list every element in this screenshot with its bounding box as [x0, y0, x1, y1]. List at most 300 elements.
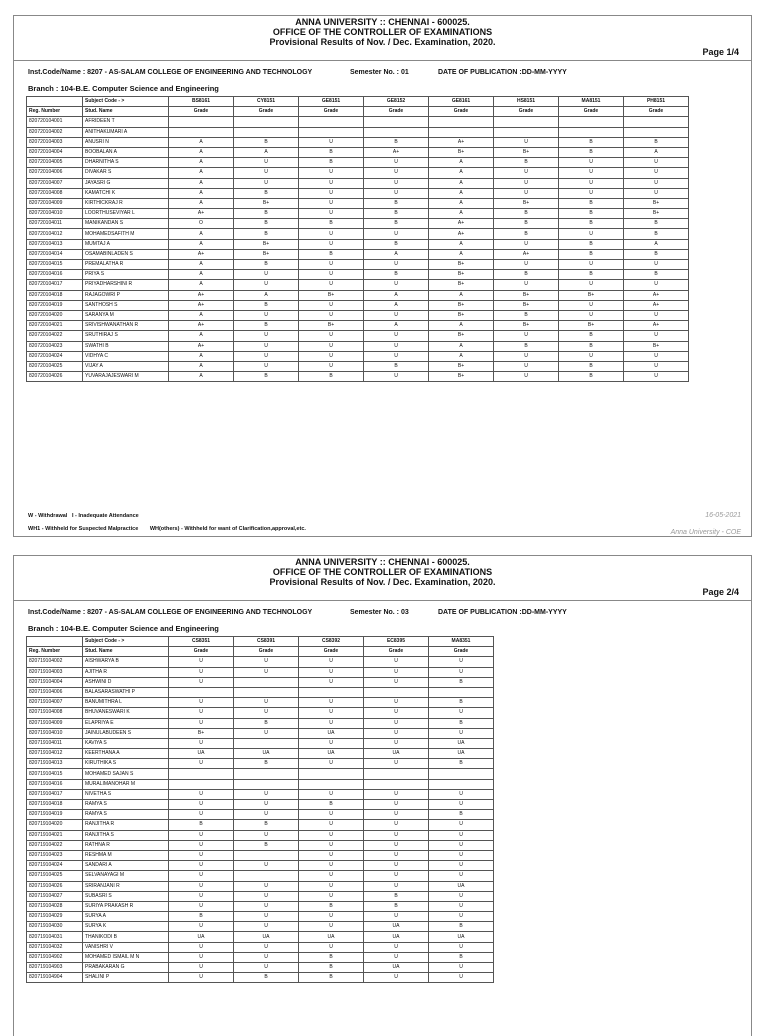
student-name-cell: YUVARAJAJESWARI M — [83, 372, 169, 382]
reg-number-header: Reg. Number — [27, 647, 83, 657]
grade-cell: B — [364, 209, 429, 219]
student-name-cell: ASHWINI D — [83, 677, 169, 687]
reg-number-cell: 820720104026 — [27, 372, 83, 382]
grade-cell: B — [234, 840, 299, 850]
reg-number-cell: 820719104025 — [27, 871, 83, 881]
table-row — [27, 881, 494, 891]
grade-cell: B+ — [234, 249, 299, 259]
grade-cell: U — [299, 830, 364, 840]
student-name-cell: ELAPRIYA E — [83, 718, 169, 728]
reg-number-cell: 820719104022 — [27, 840, 83, 850]
grade-cell — [234, 779, 299, 789]
student-name-cell: RAJAGOWRI P — [83, 290, 169, 300]
student-name-cell: SANTHOSH S — [83, 300, 169, 310]
grade-cell: U — [234, 789, 299, 799]
grade-cell: U — [299, 708, 364, 718]
grade-cell: U — [169, 901, 234, 911]
grade-cell: U — [299, 260, 364, 270]
grade-cell: U — [299, 280, 364, 290]
grade-cell: U — [624, 331, 689, 341]
grade-header: Grade — [494, 107, 559, 117]
reg-number-cell: 820720104019 — [27, 300, 83, 310]
grade-cell: B — [299, 973, 364, 983]
table-row — [27, 341, 689, 351]
grade-cell — [364, 687, 429, 697]
grade-cell: B — [624, 270, 689, 280]
grade-cell: B — [624, 229, 689, 239]
grade-cell: A — [169, 239, 234, 249]
student-name-cell: RAMYA S — [83, 800, 169, 810]
grade-cell: U — [429, 850, 494, 860]
grade-cell: U — [234, 341, 299, 351]
grade-cell — [234, 738, 299, 748]
institution-name: Inst.Code/Name : 8207 - AS-SALAM COLLEGE OF ENGINEERING AND TECHNOLOGY — [28, 609, 313, 616]
grade-header: Grade — [429, 107, 494, 117]
page-header — [14, 16, 751, 61]
grade-cell: U — [429, 963, 494, 973]
reg-number-cell: 820720104011 — [27, 219, 83, 229]
grade-cell: UA — [234, 932, 299, 942]
grade-cell: U — [429, 871, 494, 881]
reg-number-cell: 820720104010 — [27, 209, 83, 219]
grade-cell: U — [559, 310, 624, 320]
semester-number: Semester No. : 01 — [350, 69, 409, 76]
student-name-cell: AJITHA R — [83, 667, 169, 677]
grade-cell: U — [494, 137, 559, 147]
grade-cell: U — [299, 331, 364, 341]
table-row — [27, 769, 494, 779]
legend-whothers: WH(others) - Withheld for want of Clarification,approval,etc. — [149, 526, 306, 532]
grade-cell: UA — [364, 749, 429, 759]
reg-number-cell: 820719104026 — [27, 881, 83, 891]
student-name-cell: OSAMABINLADEN S — [83, 249, 169, 259]
grade-cell: B — [624, 137, 689, 147]
student-name-cell: ANITHAKUMARI A — [83, 127, 169, 137]
student-name-cell: PRIYADHARSHINI R — [83, 280, 169, 290]
grade-cell: U — [559, 188, 624, 198]
grade-cell — [299, 127, 364, 137]
table-row — [27, 932, 494, 942]
student-name-cell: VIDHYA C — [83, 351, 169, 361]
student-name-header: Stud. Name — [83, 107, 169, 117]
grade-cell — [169, 117, 234, 127]
grade-cell: U — [494, 239, 559, 249]
grade-cell: B — [299, 147, 364, 157]
reg-number-cell: 820719104020 — [27, 820, 83, 830]
print-date: 16-05-2021 — [705, 512, 741, 519]
grade-cell: U — [494, 372, 559, 382]
grade-cell: U — [494, 361, 559, 371]
reg-number-cell: 820719104902 — [27, 952, 83, 962]
grade-cell: U — [364, 840, 429, 850]
legend-inadequate: I - Inadequate Attendance — [71, 513, 139, 519]
student-name-cell: SWATHI B — [83, 341, 169, 351]
table-row — [27, 239, 689, 249]
table-row — [27, 891, 494, 901]
student-name-cell: MUMTAJ A — [83, 239, 169, 249]
grade-cell: B — [234, 820, 299, 830]
grade-cell: UA — [169, 749, 234, 759]
grade-cell: B — [429, 759, 494, 769]
page-header — [14, 556, 751, 601]
grade-cell: A — [169, 198, 234, 208]
reg-number-cell: 820720104014 — [27, 249, 83, 259]
grade-cell: B — [299, 800, 364, 810]
reg-number-cell: 820719104012 — [27, 749, 83, 759]
grade-cell: U — [364, 280, 429, 290]
grade-cell: U — [429, 901, 494, 911]
reg-number-cell: 820720104016 — [27, 270, 83, 280]
grade-cell: U — [299, 789, 364, 799]
grade-header: Grade — [364, 107, 429, 117]
grade-cell: B — [494, 341, 559, 351]
grade-cell: U — [234, 331, 299, 341]
reg-number-cell: 820719104024 — [27, 861, 83, 871]
table-row — [27, 127, 689, 137]
grade-cell: U — [364, 718, 429, 728]
grade-cell: U — [299, 850, 364, 860]
table-row — [27, 738, 494, 748]
grade-cell — [364, 769, 429, 779]
table-row — [27, 840, 494, 850]
grade-cell: UA — [429, 738, 494, 748]
grade-cell: U — [299, 239, 364, 249]
grade-cell: U — [299, 300, 364, 310]
student-name-cell: KEERTHANA A — [83, 749, 169, 759]
grade-cell: U — [559, 280, 624, 290]
grade-cell: B — [559, 137, 624, 147]
subject-code: EC8395 — [364, 637, 429, 647]
university-title: ANNA UNIVERSITY :: CHENNAI - 600025. — [295, 17, 470, 27]
grade-cell: A — [429, 249, 494, 259]
grade-cell: B+ — [429, 147, 494, 157]
grade-cell: U — [364, 789, 429, 799]
grade-cell: B+ — [429, 310, 494, 320]
legend-line-2 — [28, 526, 306, 532]
subject-code: CS8351 — [169, 637, 234, 647]
table-row — [27, 922, 494, 932]
grade-cell: U — [364, 830, 429, 840]
table-row — [27, 728, 494, 738]
grade-cell: U — [169, 963, 234, 973]
student-name-cell: BANUMITHRA L — [83, 698, 169, 708]
grade-cell: UA — [299, 932, 364, 942]
reg-number-cell: 820719104023 — [27, 850, 83, 860]
grade-cell: B+ — [494, 147, 559, 157]
grade-cell: U — [299, 810, 364, 820]
grade-cell: U — [299, 137, 364, 147]
table-row — [27, 270, 689, 280]
grade-cell: B — [299, 963, 364, 973]
grade-cell: A — [169, 310, 234, 320]
grade-cell: U — [624, 361, 689, 371]
grade-cell: U — [299, 840, 364, 850]
student-name-cell: SURIYA PRAKASH R — [83, 901, 169, 911]
grade-cell: B — [299, 219, 364, 229]
grade-cell: U — [364, 331, 429, 341]
grade-cell — [299, 117, 364, 127]
student-name-cell: PREMALATHA R — [83, 260, 169, 270]
grade-cell — [234, 769, 299, 779]
grade-cell: U — [234, 952, 299, 962]
grade-cell: B — [559, 209, 624, 219]
subject-code: CS8391 — [234, 637, 299, 647]
student-name-cell: SARANYA M — [83, 310, 169, 320]
subject-code: HS8151 — [494, 97, 559, 107]
grade-cell: U — [234, 901, 299, 911]
student-name-cell: SHALINI P — [83, 973, 169, 983]
grade-cell: A — [624, 239, 689, 249]
grade-cell: A+ — [364, 147, 429, 157]
subject-code: PH8151 — [624, 97, 689, 107]
grade-cell: U — [624, 310, 689, 320]
table-row — [27, 759, 494, 769]
grade-cell: U — [234, 881, 299, 891]
grade-cell: U — [169, 881, 234, 891]
grade-cell: B — [494, 209, 559, 219]
column-header-row — [27, 107, 689, 117]
reg-number-cell: 820719104015 — [27, 769, 83, 779]
student-name-cell: VANISHRI V — [83, 942, 169, 952]
grade-cell: A — [624, 147, 689, 157]
grade-cell — [234, 677, 299, 687]
grade-cell: U — [169, 861, 234, 871]
grade-cell: U — [169, 922, 234, 932]
grade-cell: U — [429, 708, 494, 718]
grade-cell — [364, 779, 429, 789]
grade-cell: U — [169, 850, 234, 860]
grade-cell: U — [169, 718, 234, 728]
student-name-cell: PRABAKARAN G — [83, 963, 169, 973]
reg-number-cell: 820720104002 — [27, 127, 83, 137]
grade-cell — [624, 117, 689, 127]
grade-cell: U — [364, 850, 429, 860]
grade-cell — [299, 687, 364, 697]
reg-number-header: Reg. Number — [27, 107, 83, 117]
reg-number-cell: 820719104032 — [27, 942, 83, 952]
grade-header: Grade — [169, 647, 234, 657]
reg-number-cell: 820719104003 — [27, 667, 83, 677]
grade-cell: A — [429, 351, 494, 361]
page-number: Page 2/4 — [702, 587, 739, 597]
table-row — [27, 372, 689, 382]
grade-cell — [494, 117, 559, 127]
grade-cell: U — [234, 310, 299, 320]
grade-cell: B+ — [234, 198, 299, 208]
grade-cell: U — [429, 840, 494, 850]
grade-cell: A+ — [429, 137, 494, 147]
table-row — [27, 117, 689, 127]
grade-cell: U — [624, 372, 689, 382]
grade-cell: U — [429, 973, 494, 983]
grade-cell — [299, 779, 364, 789]
grade-cell: B — [494, 219, 559, 229]
table-row — [27, 698, 494, 708]
grade-cell: U — [299, 178, 364, 188]
grade-cell: A — [429, 321, 494, 331]
student-name-cell: MOHAMED SAJAN S — [83, 769, 169, 779]
grade-cell: B — [559, 219, 624, 229]
grade-cell: U — [364, 708, 429, 718]
grade-cell: U — [299, 820, 364, 830]
student-name-cell: MANIKANDAN S — [83, 219, 169, 229]
table-row — [27, 871, 494, 881]
grade-cell: B+ — [559, 321, 624, 331]
grade-cell: U — [299, 891, 364, 901]
grade-cell: A — [429, 239, 494, 249]
grade-cell: B — [364, 137, 429, 147]
grade-cell: A — [169, 147, 234, 157]
grade-cell: UA — [429, 932, 494, 942]
student-name-cell: BHUVANESWARI K — [83, 708, 169, 718]
grade-cell — [234, 850, 299, 860]
reg-number-cell: 820720104020 — [27, 310, 83, 320]
grade-cell — [624, 127, 689, 137]
semester-number: Semester No. : 03 — [350, 609, 409, 616]
student-name-cell: VIJAY A — [83, 361, 169, 371]
grade-cell: A — [429, 168, 494, 178]
grade-cell: A — [429, 158, 494, 168]
student-name-cell: MOHAMED ISMAIL M N — [83, 952, 169, 962]
grade-cell: U — [299, 677, 364, 687]
student-name-cell: RANJITHA R — [83, 820, 169, 830]
institution-line — [28, 69, 567, 76]
publication-date: DATE OF PUBLICATION :DD-MM-YYYY — [438, 609, 567, 616]
reg-number-cell: 820720104001 — [27, 117, 83, 127]
grade-cell: UA — [364, 963, 429, 973]
page-number: Page 1/4 — [702, 47, 739, 57]
student-name-header: Stud. Name — [83, 647, 169, 657]
grade-cell: A+ — [624, 300, 689, 310]
subject-code: CY8151 — [234, 97, 299, 107]
grade-cell: B — [494, 158, 559, 168]
grade-cell: U — [234, 270, 299, 280]
grade-cell: U — [364, 372, 429, 382]
grade-cell: O — [169, 219, 234, 229]
grade-cell: U — [559, 351, 624, 361]
grade-cell: U — [169, 871, 234, 881]
table-row — [27, 137, 689, 147]
reg-number-cell: 820719104009 — [27, 718, 83, 728]
university-title: ANNA UNIVERSITY :: CHENNAI - 600025. — [295, 557, 470, 567]
grade-cell: U — [234, 728, 299, 738]
student-name-cell: THANIKODI B — [83, 932, 169, 942]
table-row — [27, 219, 689, 229]
grade-cell: U — [429, 800, 494, 810]
grade-cell: U — [169, 708, 234, 718]
results-table — [26, 96, 689, 382]
table-row — [27, 912, 494, 922]
reg-number-cell: 820719104029 — [27, 912, 83, 922]
grade-cell: A+ — [429, 219, 494, 229]
student-name-cell: DIVAKAR S — [83, 168, 169, 178]
grade-cell: B+ — [494, 198, 559, 208]
grade-header: Grade — [234, 647, 299, 657]
student-name-cell: RANJITHA S — [83, 830, 169, 840]
student-name-cell: SUBASRI S — [83, 891, 169, 901]
grade-cell: B — [299, 158, 364, 168]
grade-cell: UA — [299, 749, 364, 759]
grade-cell: U — [234, 667, 299, 677]
student-name-cell: SRIRANJANI R — [83, 881, 169, 891]
reg-header-blank — [27, 97, 83, 107]
grade-cell: U — [494, 260, 559, 270]
grade-cell: A — [169, 158, 234, 168]
grade-header: Grade — [234, 107, 299, 117]
grade-cell: U — [429, 861, 494, 871]
table-row — [27, 351, 689, 361]
grade-cell: U — [299, 718, 364, 728]
grade-cell: U — [169, 789, 234, 799]
grade-cell: B — [429, 698, 494, 708]
grade-cell: U — [364, 871, 429, 881]
grade-cell: A — [169, 351, 234, 361]
table-row — [27, 963, 494, 973]
grade-cell: U — [364, 351, 429, 361]
subject-code: MA8151 — [559, 97, 624, 107]
grade-cell: U — [624, 158, 689, 168]
table-row — [27, 667, 494, 677]
reg-number-cell: 820720104018 — [27, 290, 83, 300]
grade-cell: U — [234, 178, 299, 188]
grade-cell: U — [299, 738, 364, 748]
grade-cell: B — [299, 952, 364, 962]
grade-cell — [234, 127, 299, 137]
grade-cell: U — [364, 341, 429, 351]
student-name-cell: JAINULABUDEEN S — [83, 728, 169, 738]
grade-cell: U — [429, 942, 494, 952]
results-title: Provisional Results of Nov. / Dec. Examination, 2020. — [269, 37, 496, 47]
grade-cell: U — [299, 657, 364, 667]
grade-cell: U — [364, 810, 429, 820]
grade-cell: A — [364, 321, 429, 331]
grade-cell — [169, 779, 234, 789]
grade-cell: A — [234, 290, 299, 300]
grade-cell: A — [429, 198, 494, 208]
legend-withdrawal: W - Withdrawal — [28, 513, 68, 519]
grade-cell: B — [234, 300, 299, 310]
grade-cell — [429, 117, 494, 127]
grade-cell: U — [169, 942, 234, 952]
grade-cell: U — [299, 341, 364, 351]
publication-date: DATE OF PUBLICATION :DD-MM-YYYY — [438, 69, 567, 76]
grade-cell: U — [494, 188, 559, 198]
reg-number-cell: 820719104004 — [27, 677, 83, 687]
table-row — [27, 178, 689, 188]
grade-cell — [429, 769, 494, 779]
grade-cell: B — [559, 198, 624, 208]
results-title: Provisional Results of Nov. / Dec. Examination, 2020. — [269, 577, 496, 587]
grade-cell: U — [299, 198, 364, 208]
reg-number-cell: 820720104006 — [27, 168, 83, 178]
office-title: OFFICE OF THE CONTROLLER OF EXAMINATIONS — [272, 27, 493, 37]
grade-cell: U — [429, 728, 494, 738]
grade-cell: B — [559, 239, 624, 249]
grade-cell: A — [429, 188, 494, 198]
grade-cell: A — [429, 178, 494, 188]
grade-cell: U — [234, 168, 299, 178]
table-row — [27, 321, 689, 331]
grade-header: Grade — [429, 647, 494, 657]
grade-cell: U — [429, 820, 494, 830]
grade-cell: B+ — [429, 280, 494, 290]
reg-number-cell: 820719104006 — [27, 687, 83, 697]
grade-cell: A — [169, 270, 234, 280]
reg-number-cell: 820719104008 — [27, 708, 83, 718]
grade-cell: U — [364, 912, 429, 922]
grade-cell — [169, 687, 234, 697]
grade-cell: A — [169, 260, 234, 270]
